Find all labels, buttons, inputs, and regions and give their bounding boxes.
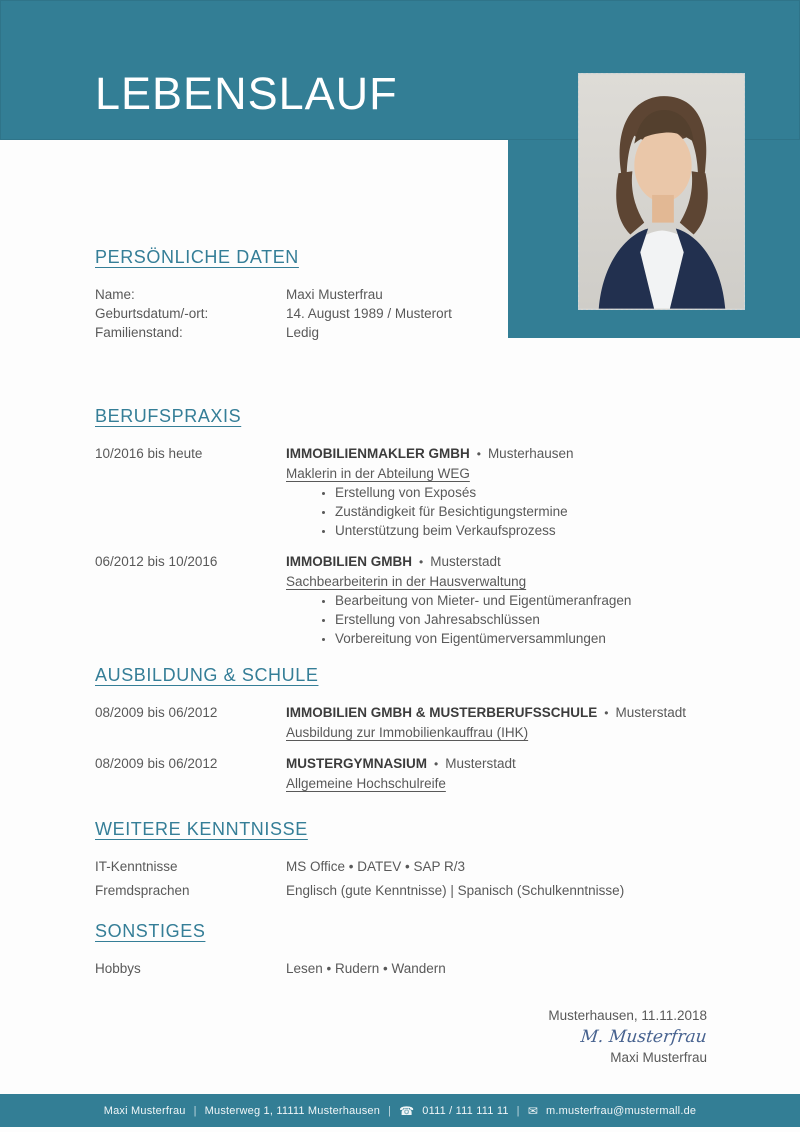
personal-row [95, 323, 745, 342]
entry-body [286, 552, 745, 648]
field-value: Ledig [286, 325, 320, 340]
mail-icon: ✉ [527, 1103, 538, 1118]
company-line [286, 444, 745, 464]
field-label: IT-Kenntnisse [95, 859, 178, 874]
entry-body [286, 444, 745, 540]
dot-separator: • [419, 555, 424, 569]
footer-address: Musterweg 1, 11111 Musterhausen [204, 1104, 381, 1117]
skills-row [95, 857, 745, 876]
skills-row [95, 881, 745, 900]
section-experience [95, 405, 745, 660]
section-heading-education: AUSBILDUNG & SCHULE [95, 665, 319, 685]
field-label: Fremdsprachen [95, 883, 190, 898]
task-item: • Bearbeitung von Mieter- und Eigentümeranfragen [335, 591, 745, 610]
school-location: Musterstadt [445, 756, 516, 771]
degree-title: Ausbildung zur Immobilienkauffrau (IHK) [286, 725, 529, 740]
footer-separator: | [516, 1104, 520, 1117]
misc-row [95, 959, 745, 978]
company-location: Musterstadt [430, 554, 501, 569]
section-skills [95, 818, 745, 905]
footer-band [0, 1094, 800, 1127]
education-entry [95, 703, 745, 742]
field-value: MS Office • DATEV • SAP R/3 [286, 859, 466, 874]
company-name: IMMOBILIENMAKLER GMBH [286, 446, 470, 461]
place-date: Musterhausen, 11.11.2018 [548, 1008, 707, 1023]
school-name: MUSTERGYMNASIUM [286, 756, 427, 771]
footer-separator: | [193, 1104, 197, 1117]
experience-entry [95, 552, 745, 648]
job-title: Sachbearbeiterin in der Hausverwaltung [286, 574, 527, 589]
entry-body [286, 754, 745, 793]
school-line [286, 754, 745, 774]
task-item: • Zuständigkeit für Besichtigungstermine [335, 502, 745, 521]
dot-separator: • [434, 757, 439, 771]
field-value: 14. August 1989 / Musterort [286, 306, 452, 321]
section-heading-misc: SONSTIGES [95, 921, 206, 941]
footer-name: Maxi Musterfrau [103, 1104, 186, 1117]
signed-name: Maxi Musterfrau [610, 1050, 707, 1065]
section-education [95, 664, 745, 805]
field-label: Hobbys [95, 961, 141, 976]
task-list [286, 591, 745, 648]
section-heading-skills: WEITERE KENNTNISSE [95, 819, 308, 839]
education-entry [95, 754, 745, 793]
school-location: Musterstadt [615, 705, 686, 720]
footer-phone: 0111 / 111 111 11 [422, 1104, 509, 1117]
job-title: Maklerin in der Abteilung WEG [286, 466, 470, 481]
signature: M. Musterfrau [580, 1027, 709, 1047]
entry-period: 08/2009 bis 06/2012 [95, 756, 218, 771]
field-value: Lesen • Rudern • Wandern [286, 961, 446, 976]
closing-block [548, 1006, 707, 1068]
degree-title: Allgemeine Hochschulreife [286, 776, 446, 791]
company-location: Musterhausen [487, 446, 574, 461]
experience-entry [95, 444, 745, 540]
personal-row [95, 285, 745, 304]
task-item: • Erstellung von Exposés [335, 483, 745, 502]
task-list [286, 483, 745, 540]
phone-icon: ☎ [399, 1103, 415, 1118]
school-line [286, 703, 745, 723]
school-name: IMMOBILIEN GMBH & MUSTERBERUFSSCHULE [286, 705, 598, 720]
entry-period: 08/2009 bis 06/2012 [95, 705, 218, 720]
field-value: Englisch (gute Kenntnisse) | Spanisch (Schulkenntnisse) [286, 883, 625, 898]
field-value: Maxi Musterfrau [286, 287, 383, 302]
footer-separator: | [388, 1104, 392, 1117]
dot-separator: • [476, 447, 481, 461]
dot-separator: • [604, 706, 609, 720]
task-item: • Erstellung von Jahresabschlüssen [335, 610, 745, 629]
personal-row [95, 304, 745, 323]
field-label: Geburtsdatum/-ort: [95, 306, 209, 321]
section-heading-experience: BERUFSPRAXIS [95, 406, 242, 426]
task-item: • Unterstützung beim Verkaufsprozess [335, 521, 745, 540]
field-label: Familienstand: [95, 325, 183, 340]
section-personal [95, 246, 745, 342]
entry-period: 10/2016 bis heute [95, 446, 203, 461]
page-title: LEBENSLAUF [95, 68, 398, 119]
task-item: • Vorbereitung von Eigentümerversammlungen [335, 629, 745, 648]
section-misc [95, 920, 745, 978]
company-line [286, 552, 745, 572]
entry-body [286, 703, 745, 742]
footer-email: m.musterfrau@mustermall.de [545, 1104, 697, 1117]
field-label: Name: [95, 287, 135, 302]
entry-period: 06/2012 bis 10/2016 [95, 554, 218, 569]
section-heading-personal: PERSÖNLICHE DATEN [95, 247, 299, 267]
company-name: IMMOBILIEN GMBH [286, 554, 412, 569]
